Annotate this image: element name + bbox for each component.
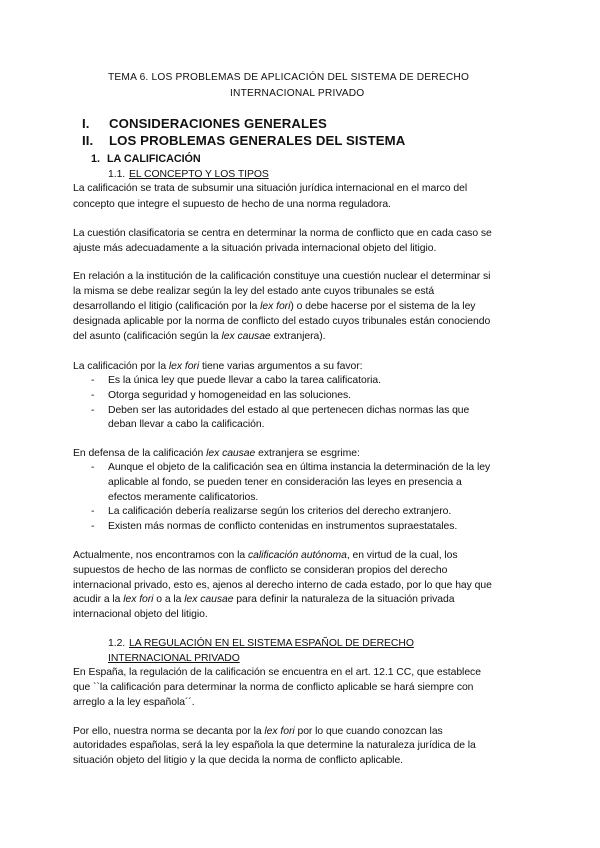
paragraph-3-line: designada aplicable por la norma de conflicto del estado cuyos tribunales están conociendo [73,316,491,327]
paragraph-1-line: La calificación se trata de subsumir una situación jurídica internacional en el marco del [73,183,468,194]
subsection-1-2-title: LA REGULACIÓN EN EL SISTEMA ESPAÑOL DE DERECHO [129,638,414,649]
paragraph-6-line: internacional objeto del litigio. [73,609,208,620]
lex-fori-term: lex fori [123,594,154,605]
heading-1-text: CONSIDERACIONES GENERALES [109,116,327,131]
paragraph-3-line: la misma se debe realizar según la ley del estado ante cuyos tribunales se está [73,286,435,297]
paragraph-3-line: desarrollando el litigio (calificación por la lex fori) o debe hacerse por el sistema de la ley [73,301,476,312]
section-1-number: 1. [91,153,100,165]
subsection-1-1-title: EL CONCEPTO Y LOS TIPOS [129,169,269,180]
bullet-item: Deben ser las autoridades del estado al que pertenecen dichas normas las que [108,405,470,416]
lex-fori-term: lex fori [264,726,295,737]
paragraph-4-line: La calificación por la lex fori tiene varias argumentos a su favor: [73,361,363,372]
doc-title-line-2: INTERNACIONAL PRIVADO [230,88,365,99]
calificacion-autonoma-term: calificación autónoma [247,550,347,561]
lex-fori-term: lex fori [260,301,291,312]
paragraph-1-line: concepto que integre el supuesto de hecho de una norma reguladora. [73,199,391,210]
paragraph-5-line: En defensa de la calificación lex causae extranjera se esgrime: [73,448,360,459]
paragraph-6-line: Actualmente, nos encontramos con la calificación autónoma, en virtud de la cual, los [73,550,458,561]
bullet-item: La calificación debería realizarse según los criterios del derecho extranjero. [108,506,452,517]
lex-causae-term: lex causae [221,331,271,342]
bullet-item: Es la única ley que puede llevar a cabo la tarea calificatoria. [108,375,381,386]
bullet-dash: - [91,390,95,401]
bullet-item-continuation: deban llevar a cabo la calificación. [108,419,265,430]
section-1-title: LA CALIFICACIÓN [107,153,201,165]
bullet-item: Aunque el objeto de la calificación sea en última instancia la determinación de la ley [108,462,491,473]
doc-title-line-1: TEMA 6. LOS PROBLEMAS DE APLICACIÓN DEL SISTEMA DE DERECHO [108,72,470,83]
paragraph-7-line: En España, la regulación de la calificación se encuentra en el art. 12.1 CC, que establece [73,667,481,678]
bullet-dash: - [91,462,95,473]
paragraph-6-line: internacional privado, esto es, ajenos al derecho interno de cada estado, por lo que hay que [73,580,492,591]
paragraph-3-line: En relación a la institución de la calificación constituye una cuestión nuclear el determinar si [73,271,491,282]
paragraph-8-line: Por ello, nuestra norma se decanta por la lex fori por lo que cuando conozcan las [73,726,443,737]
bullet-item: Otorga seguridad y homogeneidad en las soluciones. [108,390,351,401]
heading-2-number: II. [82,133,94,148]
paragraph-2-line: ajuste más adecuadamente a la situación privada internacional objeto del litigio. [73,243,437,254]
bullet-dash: - [91,506,95,517]
paragraph-7-line: que ``la calificación para determinar la norma de conflicto aplicable se hará siempre con [73,682,474,693]
bullet-dash: - [91,375,95,386]
lex-causae-term: lex causae [206,448,256,459]
lex-causae-term: lex causae [184,594,234,605]
heading-1-number: I. [82,116,90,131]
paragraph-8-line: situación objeto del litigio y la que decida la norma de conflicto aplicable. [73,755,404,766]
bullet-item-continuation: aplicable al fondo, se pueden tener en consideración las leyes en presencia a [108,477,462,488]
subsection-1-1-number: 1.1. [108,169,126,180]
bullet-item-continuation: efectos meramente calificatorios. [108,492,259,503]
paragraph-2-line: La cuestión clasificatoria se centra en determinar la norma de conflicto que en cada caso se [73,228,492,239]
bullet-item: Existen más normas de conflicto contenidas en instrumentos supraestatales. [108,521,458,532]
subsection-1-2-title-cont: INTERNACIONAL PRIVADO [108,653,240,664]
lex-fori-term: lex fori [168,361,200,372]
subsection-1-2-number: 1.2. [108,638,126,649]
paragraph-8-line: autoridades españolas, será la ley española la que determine la naturaleza jurídica de la [73,740,476,751]
paragraph-6-line: supuestos de hecho de las normas de conflicto se consideran propios del derecho [73,565,448,576]
paragraph-6-line: acudir a la lex fori o a la lex causae para definir la naturaleza de la situación privada [73,594,455,605]
paragraph-3-line: del asunto (calificación según la lex causae extranjera). [73,331,326,342]
bullet-dash: - [91,405,95,416]
bullet-dash: - [91,521,95,532]
heading-2-text: LOS PROBLEMAS GENERALES DEL SISTEMA [109,133,406,148]
paragraph-7-line: arreglo a la ley española´´. [73,697,195,708]
